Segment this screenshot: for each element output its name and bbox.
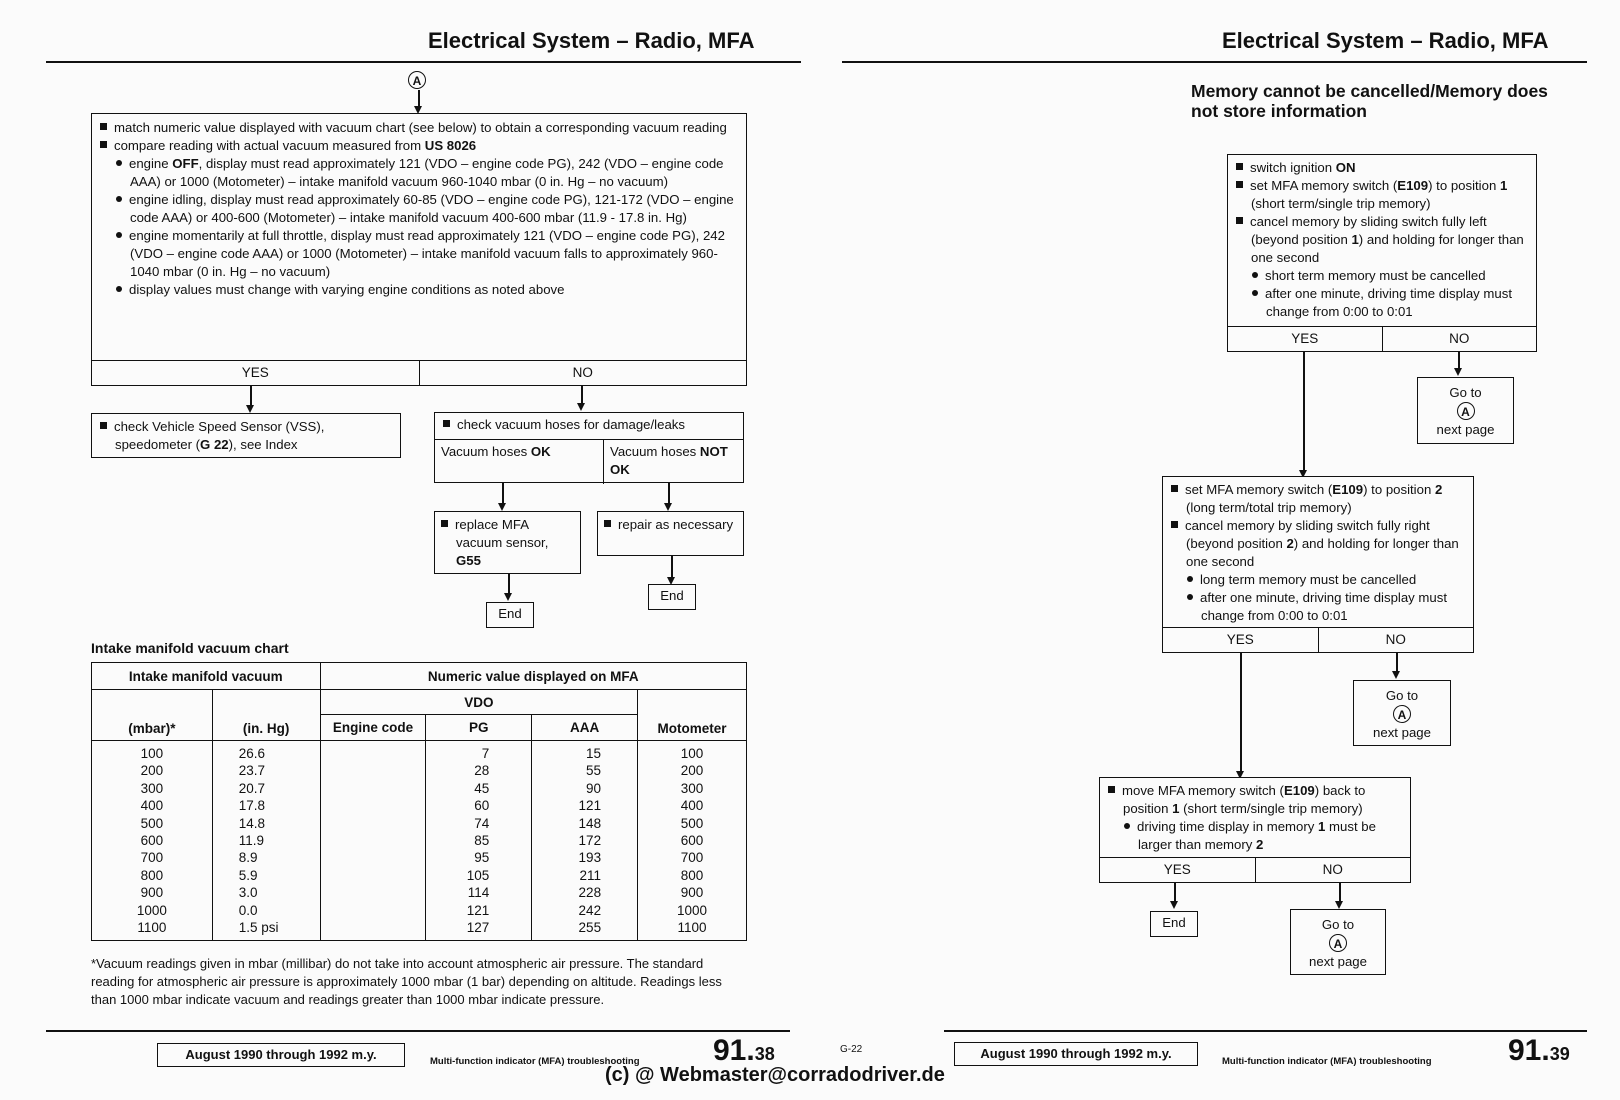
list-item: compare reading with actual vacuum measured from US 8026 xyxy=(100,137,738,155)
bullet xyxy=(1236,217,1243,224)
connector xyxy=(502,483,504,505)
left-main-yes-no xyxy=(92,360,746,385)
bullet xyxy=(1187,576,1193,582)
yes-label: YES xyxy=(92,361,420,385)
col-inhg-values xyxy=(213,745,320,936)
table-cell: 1000 xyxy=(677,902,708,918)
page-minor: 39 xyxy=(1549,1044,1570,1064)
table-cell: 211 xyxy=(579,867,602,883)
arrow xyxy=(1454,368,1462,376)
col-inhg xyxy=(212,741,320,941)
bullet xyxy=(100,422,107,429)
connector xyxy=(1303,352,1305,472)
bullet xyxy=(1252,272,1258,278)
arrow xyxy=(504,593,512,601)
table-cell: 14.8 xyxy=(238,815,266,831)
left-header-rule xyxy=(46,61,801,63)
left-main-list xyxy=(92,114,746,299)
goto-text: Go to xyxy=(1385,688,1419,703)
table-cell: 400 xyxy=(140,798,164,814)
yes-label: YES xyxy=(1163,628,1319,652)
bullet xyxy=(1236,163,1243,170)
table-cell: 255 xyxy=(578,920,602,936)
table-cell: 121 xyxy=(578,798,602,814)
table-cell: 228 xyxy=(578,885,602,901)
list-item: driving time display in memory 1 must be larger than memory 2 xyxy=(1108,818,1404,854)
table-cell: 600 xyxy=(680,833,704,849)
replace-sensor-box xyxy=(434,511,581,574)
goto-text: Go to xyxy=(1321,917,1355,932)
left-footer-desc: Multi-function indicator (MFA) troubleshooting xyxy=(430,1056,640,1067)
end-box-2: End xyxy=(648,584,696,610)
connector xyxy=(418,90,420,106)
vss-text: check Vehicle Speed Sensor (VSS), speedometer (G 22), see Index xyxy=(100,418,392,454)
h-aaa: AAA xyxy=(532,715,638,741)
table-cell: 23.7 xyxy=(238,763,266,779)
bullet xyxy=(116,196,122,202)
goto-box-3 xyxy=(1290,909,1386,975)
table-cell: 100 xyxy=(680,746,704,761)
table-cell: 700 xyxy=(680,850,704,866)
chart-title: Intake manifold vacuum chart xyxy=(91,640,289,656)
list-item: set MFA memory switch (E109) to position 2 (long term/total trip memory) xyxy=(1171,481,1467,517)
col-engine xyxy=(320,741,426,941)
table-cell: 60 xyxy=(474,798,490,814)
bullet xyxy=(1252,290,1258,296)
replace-text: replace MFA vacuum sensor, G55 xyxy=(441,516,574,570)
table-cell: 8.9 xyxy=(238,850,258,866)
list-item: match numeric value displayed with vacuum chart (see below) to obtain a corresponding vacuum reading xyxy=(100,119,738,137)
table-cell: 148 xyxy=(578,815,602,831)
right-page-number xyxy=(1508,1034,1570,1068)
hoses-title xyxy=(435,413,743,440)
connector xyxy=(671,556,673,578)
table-cell: 95 xyxy=(474,850,490,866)
goto-marker: A xyxy=(1393,705,1411,723)
table-cell: 300 xyxy=(140,780,164,796)
list-item: switch ignition ON xyxy=(1236,159,1530,177)
table-cell: 121 xyxy=(466,902,490,918)
marker-circle: A xyxy=(408,71,426,89)
list-item: set MFA memory switch (E109) to position 1 (short term/single trip memory) xyxy=(1236,177,1530,213)
step1-yes-no xyxy=(1228,326,1536,351)
table-cell: 1100 xyxy=(137,920,167,936)
goto-marker: A xyxy=(1329,934,1347,952)
goto-box-1 xyxy=(1417,377,1514,444)
table-cell: 7 xyxy=(481,746,490,761)
bullet xyxy=(1171,485,1178,492)
table-cell: 300 xyxy=(680,780,704,796)
h-numeric: Numeric value displayed on MFA xyxy=(320,663,746,690)
list-item: long term memory must be cancelled xyxy=(1171,571,1467,589)
bullet xyxy=(1236,181,1243,188)
bullet xyxy=(1124,823,1130,829)
table-cell: 5.9 xyxy=(238,867,258,883)
table-cell: 900 xyxy=(680,885,704,901)
footnote: *Vacuum readings given in mbar (millibar) do not take into account atmospheric air pressure. The standard reading for atmospheric air pressure is approximately 1000 mbar (1 bar) depending on altitude. Readings less than 1000 mbar indicate vacuum and readings greater than 1000 mbar indicate pressure. xyxy=(91,956,722,1007)
arrow xyxy=(1170,901,1178,909)
no-label: NO xyxy=(1322,862,1343,877)
arrow xyxy=(1335,901,1343,909)
list-item: engine momentarily at full throttle, display must read approximately 121 (VDO – engine code PG), 242 (VDO – engine code AAA) or 1000 (Motometer) – intake manifold vacuum falls to approximately 960-1040 mbar (0 in. Hg – no vacuum) xyxy=(100,227,738,281)
goto-text: Go to xyxy=(1449,385,1482,400)
step2-list xyxy=(1163,477,1473,625)
bullet xyxy=(443,420,450,427)
table-cell: 15 xyxy=(586,746,602,761)
hoses-box xyxy=(434,412,744,483)
table-cell: 200 xyxy=(140,763,164,779)
end-box-right: End xyxy=(1150,911,1198,937)
bullet xyxy=(604,520,611,527)
yes-label: YES xyxy=(1228,327,1383,351)
table-cell: 85 xyxy=(474,833,490,849)
table-cell: 90 xyxy=(586,780,602,796)
step3-list xyxy=(1100,778,1410,854)
bullet xyxy=(441,520,448,527)
step2-yes-no xyxy=(1163,627,1473,652)
table-cell: 20.7 xyxy=(238,780,266,796)
table-cell: 1100 xyxy=(677,920,707,936)
bullet xyxy=(116,286,122,292)
right-header-title: Electrical System – Radio, MFA xyxy=(1222,28,1549,53)
repair-box xyxy=(597,511,744,556)
bullet xyxy=(116,160,122,166)
goto-next-page: next page xyxy=(1436,422,1495,437)
col-mbar xyxy=(92,741,213,941)
col-pg xyxy=(426,741,532,941)
table-cell: 127 xyxy=(466,920,490,936)
table-cell: 74 xyxy=(474,815,490,831)
table-cell: 800 xyxy=(140,867,164,883)
table-cell: 400 xyxy=(680,798,704,814)
table-cell: 0.0 xyxy=(238,902,258,918)
col-mbar-values xyxy=(92,745,212,936)
arrow xyxy=(1392,671,1400,679)
right-header-rule xyxy=(842,61,1587,63)
step1-list xyxy=(1228,155,1536,321)
page-major: 91. xyxy=(1508,1034,1550,1067)
bullet xyxy=(1187,594,1193,600)
right-footer-date: August 1990 through 1992 m.y. xyxy=(954,1042,1198,1066)
table-cell: 700 xyxy=(140,850,164,866)
left-footer-rule xyxy=(46,1030,790,1032)
table-cell: 172 xyxy=(578,833,602,849)
table-cell: 26.6 xyxy=(238,746,266,761)
step3-box xyxy=(1099,777,1411,883)
table-cell: 600 xyxy=(140,833,164,849)
table-cell: 100 xyxy=(140,746,164,761)
table-cell: 1000 xyxy=(136,902,167,918)
arrow xyxy=(498,503,506,511)
bullet xyxy=(100,123,107,130)
step1-box xyxy=(1227,154,1537,352)
goto-next-page: next page xyxy=(1373,725,1431,740)
left-header-title: Electrical System – Radio, MFA xyxy=(428,28,755,53)
left-page-number xyxy=(713,1034,775,1068)
page-minor: 38 xyxy=(754,1044,775,1064)
table-cell: 900 xyxy=(140,885,164,901)
arrow xyxy=(664,503,672,511)
page-code: G-22 xyxy=(840,1044,863,1055)
no-label: NO xyxy=(572,365,593,380)
h-motometer: Motometer xyxy=(638,690,747,741)
h-inhg: (in. Hg) xyxy=(212,690,320,741)
h-vdo: VDO xyxy=(320,690,638,715)
table-cell: 500 xyxy=(680,815,704,831)
h-engine-code: Engine code xyxy=(320,715,426,741)
step3-yes-no xyxy=(1100,857,1410,882)
list-item: display values must change with varying engine conditions as noted above xyxy=(100,281,738,299)
list-item: cancel memory by sliding switch fully right (beyond position 2) and holding for longer than one second xyxy=(1171,517,1467,571)
no-label: NO xyxy=(1385,632,1406,647)
table-cell: 114 xyxy=(467,885,490,901)
connector xyxy=(508,574,510,594)
connector xyxy=(1240,653,1242,773)
list-item: move MFA memory switch (E109) back to position 1 (short term/single trip memory) xyxy=(1108,782,1404,818)
col-aaa-values xyxy=(532,745,637,936)
watermark: (c) @ Webmaster@corradodriver.de xyxy=(605,1064,945,1086)
end-box-1: End xyxy=(486,602,534,628)
arrow xyxy=(246,405,254,413)
connector xyxy=(1174,883,1176,903)
col-moto-values xyxy=(638,745,746,936)
page-major: 91. xyxy=(713,1034,755,1067)
table-cell: 500 xyxy=(140,815,164,831)
left-main-box xyxy=(91,113,747,386)
table-cell: 105 xyxy=(466,867,490,883)
table-cell: 200 xyxy=(680,763,704,779)
list-item: after one minute, driving time display must change from 0:00 to 0:01 xyxy=(1236,285,1530,321)
table-cell: 3.0 xyxy=(238,885,258,901)
list-item: cancel memory by sliding switch fully left (beyond position 1) and holding for longer than one second xyxy=(1236,213,1530,267)
table-cell: 17.8 xyxy=(238,798,266,814)
list-item: engine idling, display must read approximately 60-85 (VDO – engine code PG), 121-172 (VDO – engine code AAA) or 400-600 (Motometer) – intake manifold vacuum 400-600 mbar (11.9 - 17.8 in. Hg) xyxy=(100,191,738,227)
list-item: short term memory must be cancelled xyxy=(1236,267,1530,285)
goto-next-page: next page xyxy=(1309,954,1367,969)
bullet xyxy=(1108,786,1115,793)
arrow xyxy=(577,403,585,411)
list-item: engine OFF, display must read approximately 121 (VDO – engine code PG), 242 (VDO – engine code AAA) or 1000 (Motometer) – intake manifold vacuum 960-1040 mbar (0 in. Hg – no vacuum) xyxy=(100,155,738,191)
yes-label: YES xyxy=(1100,858,1256,882)
h-mbar: (mbar)* xyxy=(92,690,213,741)
vss-box xyxy=(91,413,401,458)
table-cell: 28 xyxy=(474,763,490,779)
vacuum-table xyxy=(91,662,747,941)
connector xyxy=(668,483,670,505)
hoses-title-text: check vacuum hoses for damage/leaks xyxy=(457,417,685,432)
left-footer-date: August 1990 through 1992 m.y. xyxy=(157,1043,405,1067)
connector xyxy=(1339,883,1341,903)
col-pg-values xyxy=(426,745,531,936)
bullet xyxy=(1171,521,1178,528)
goto-box-2 xyxy=(1353,680,1451,746)
left-marker xyxy=(408,71,426,90)
h-pg: PG xyxy=(426,715,532,741)
hoses-not-ok: Vacuum hoses NOT OK xyxy=(610,444,728,477)
bullet xyxy=(100,141,107,148)
repair-label: repair as necessary xyxy=(618,517,734,532)
bullet xyxy=(116,232,122,238)
table-cell: 242 xyxy=(578,902,602,918)
table-cell: 45 xyxy=(474,780,490,796)
table-cell: 193 xyxy=(578,850,602,866)
repair-text xyxy=(604,516,737,534)
col-aaa xyxy=(532,741,638,941)
col-moto xyxy=(638,741,747,941)
table-cell: 1.5 psi xyxy=(238,920,279,936)
list-item: after one minute, driving time display must change from 0:00 to 0:01 xyxy=(1171,589,1467,625)
goto-marker: A xyxy=(1457,402,1475,420)
right-footer-rule xyxy=(944,1030,1587,1032)
h-vacuum: Intake manifold vacuum xyxy=(92,663,321,690)
step2-box xyxy=(1162,476,1474,653)
hoses-ok: Vacuum hoses OK xyxy=(435,440,604,484)
table-cell: 55 xyxy=(586,763,602,779)
right-footer-desc: Multi-function indicator (MFA) troubleshooting xyxy=(1222,1056,1432,1067)
table-cell: 800 xyxy=(680,867,704,883)
table-cell: 11.9 xyxy=(238,833,265,849)
right-subtitle: Memory cannot be cancelled/Memory does not store information xyxy=(1191,81,1548,121)
connector xyxy=(1396,653,1398,673)
no-label: NO xyxy=(1449,331,1470,346)
